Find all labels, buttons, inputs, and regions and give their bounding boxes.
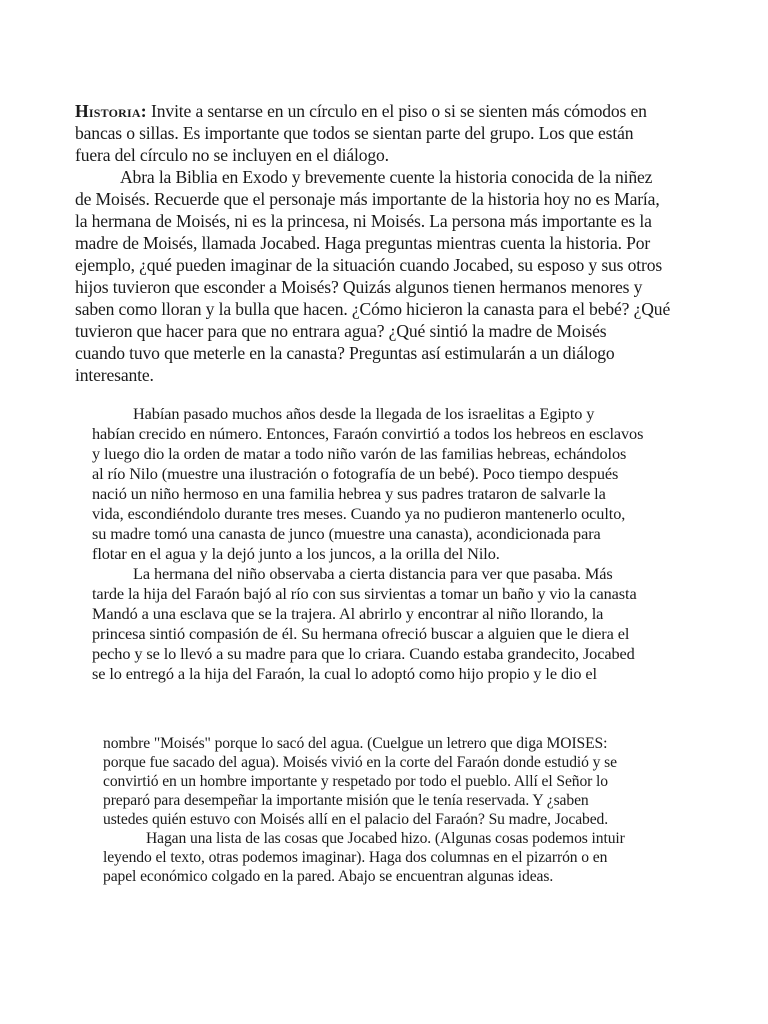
text-line: saben como lloran y la bulla que hacen. ¿Cómo hicieron la canasta para el bebé? ¿Qué bbox=[75, 299, 671, 319]
text-line: pecho y se lo llevó a su madre para que lo criara. Cuando estaba grandecito, Jocabed bbox=[92, 644, 635, 663]
text-line: al río Nilo (muestre una ilustración o fotografía de un bebé). Poco tiempo después bbox=[92, 464, 619, 483]
text-line: se lo entregó a la hija del Faraón, la cual lo adoptó como hijo propio y le dio el bbox=[92, 664, 597, 683]
text-line: Hagan una lista de las cosas que Jocabed hizo. (Algunas cosas podemos intuir bbox=[146, 830, 625, 847]
text-line: princesa sintió compasión de él. Su hermana ofreció buscar a alguien que le diera el bbox=[92, 624, 630, 643]
text-line: convirtió en un hombre importante y respetado por todo el pueblo. Allí el Señor lo bbox=[103, 773, 608, 790]
text-line: Habían pasado muchos años desde la llegada de los israelitas a Egipto y bbox=[133, 404, 595, 423]
text-line: La hermana del niño observaba a cierta distancia para ver que pasaba. Más bbox=[133, 564, 613, 583]
historia-heading: Historia: bbox=[75, 101, 147, 121]
text-line: madre de Moisés, llamada Jocabed. Haga preguntas mientras cuenta la historia. Por bbox=[75, 233, 651, 253]
text-line: y luego dio la orden de matar a todo niño varón de las familias hebreas, echándolos bbox=[92, 444, 627, 463]
text-line: papel económico colgado en la pared. Abajo se encuentran algunas ideas. bbox=[103, 868, 554, 885]
text-line: interesante. bbox=[75, 365, 154, 385]
text-line: Abra la Biblia en Exodo y brevemente cuente la historia conocida de la niñez bbox=[120, 167, 653, 187]
text-line: Mandó a una esclava que se la trajera. Al abrirlo y encontrar al niño llorando, la bbox=[92, 604, 604, 623]
text-line: hijos tuvieron que esconder a Moisés? Quizás algunos tienen hermanos menores y bbox=[75, 277, 643, 297]
text-line: preparó para desempeñar la importante misión que le tenía reservada. Y ¿saben bbox=[103, 792, 589, 809]
text-line: cuando tuvo que meterle en la canasta? Preguntas así estimularán a un diálogo bbox=[75, 343, 615, 363]
text-line: nombre "Moisés" porque lo sacó del agua. (Cuelgue un letrero que diga MOISES: bbox=[103, 735, 608, 752]
text-line: nació un niño hermoso en una familia hebrea y sus padres trataron de salvarle la bbox=[92, 484, 606, 503]
text-line: tarde la hija del Faraón bajó al río con sus sirvientas a tomar un baño y vio la canasta bbox=[92, 584, 637, 603]
text-line: Invite a sentarse en un círculo en el piso o si se sienten más cómodos en bbox=[146, 101, 647, 121]
text-line: vida, escondiéndolo durante tres meses. Cuando ya no pudieron mantenerlo oculto, bbox=[92, 504, 626, 523]
text-line: bancas o sillas. Es importante que todos se sientan parte del grupo. Los que están bbox=[75, 123, 634, 143]
text-line: habían crecido en número. Entonces, Faraón convirtió a todos los hebreos en esclavos bbox=[92, 424, 644, 443]
text-line: ejemplo, ¿qué pueden imaginar de la situación cuando Jocabed, su esposo y sus otros bbox=[75, 255, 663, 275]
text-line: porque fue sacado del agua). Moisés vivió en la corte del Faraón donde estudió y se bbox=[103, 754, 617, 771]
text-line: de Moisés. Recuerde que el personaje más importante de la historia hoy no es María, bbox=[75, 189, 660, 209]
text-line: ustedes quién estuvo con Moisés allí en el palacio del Faraón? Su madre, Jocabed. bbox=[103, 811, 609, 828]
text-line: leyendo el texto, otras podemos imaginar). Haga dos columnas en el pizarrón o en bbox=[103, 849, 608, 866]
historia-line-1 bbox=[75, 101, 647, 122]
text-line: la hermana de Moisés, ni es la princesa, ni Moisés. La persona más importante es la bbox=[75, 211, 652, 231]
text-line: tuvieron que hacer para que no entrara agua? ¿Qué sintió la madre de Moisés bbox=[75, 321, 607, 341]
text-line: flotar en el agua y la dejó junto a los juncos, a la orilla del Nilo. bbox=[92, 544, 500, 563]
text-line: su madre tomó una canasta de junco (muestre una canasta), acondicionada para bbox=[92, 524, 601, 543]
text-line: fuera del círculo no se incluyen en el diálogo. bbox=[75, 145, 389, 165]
